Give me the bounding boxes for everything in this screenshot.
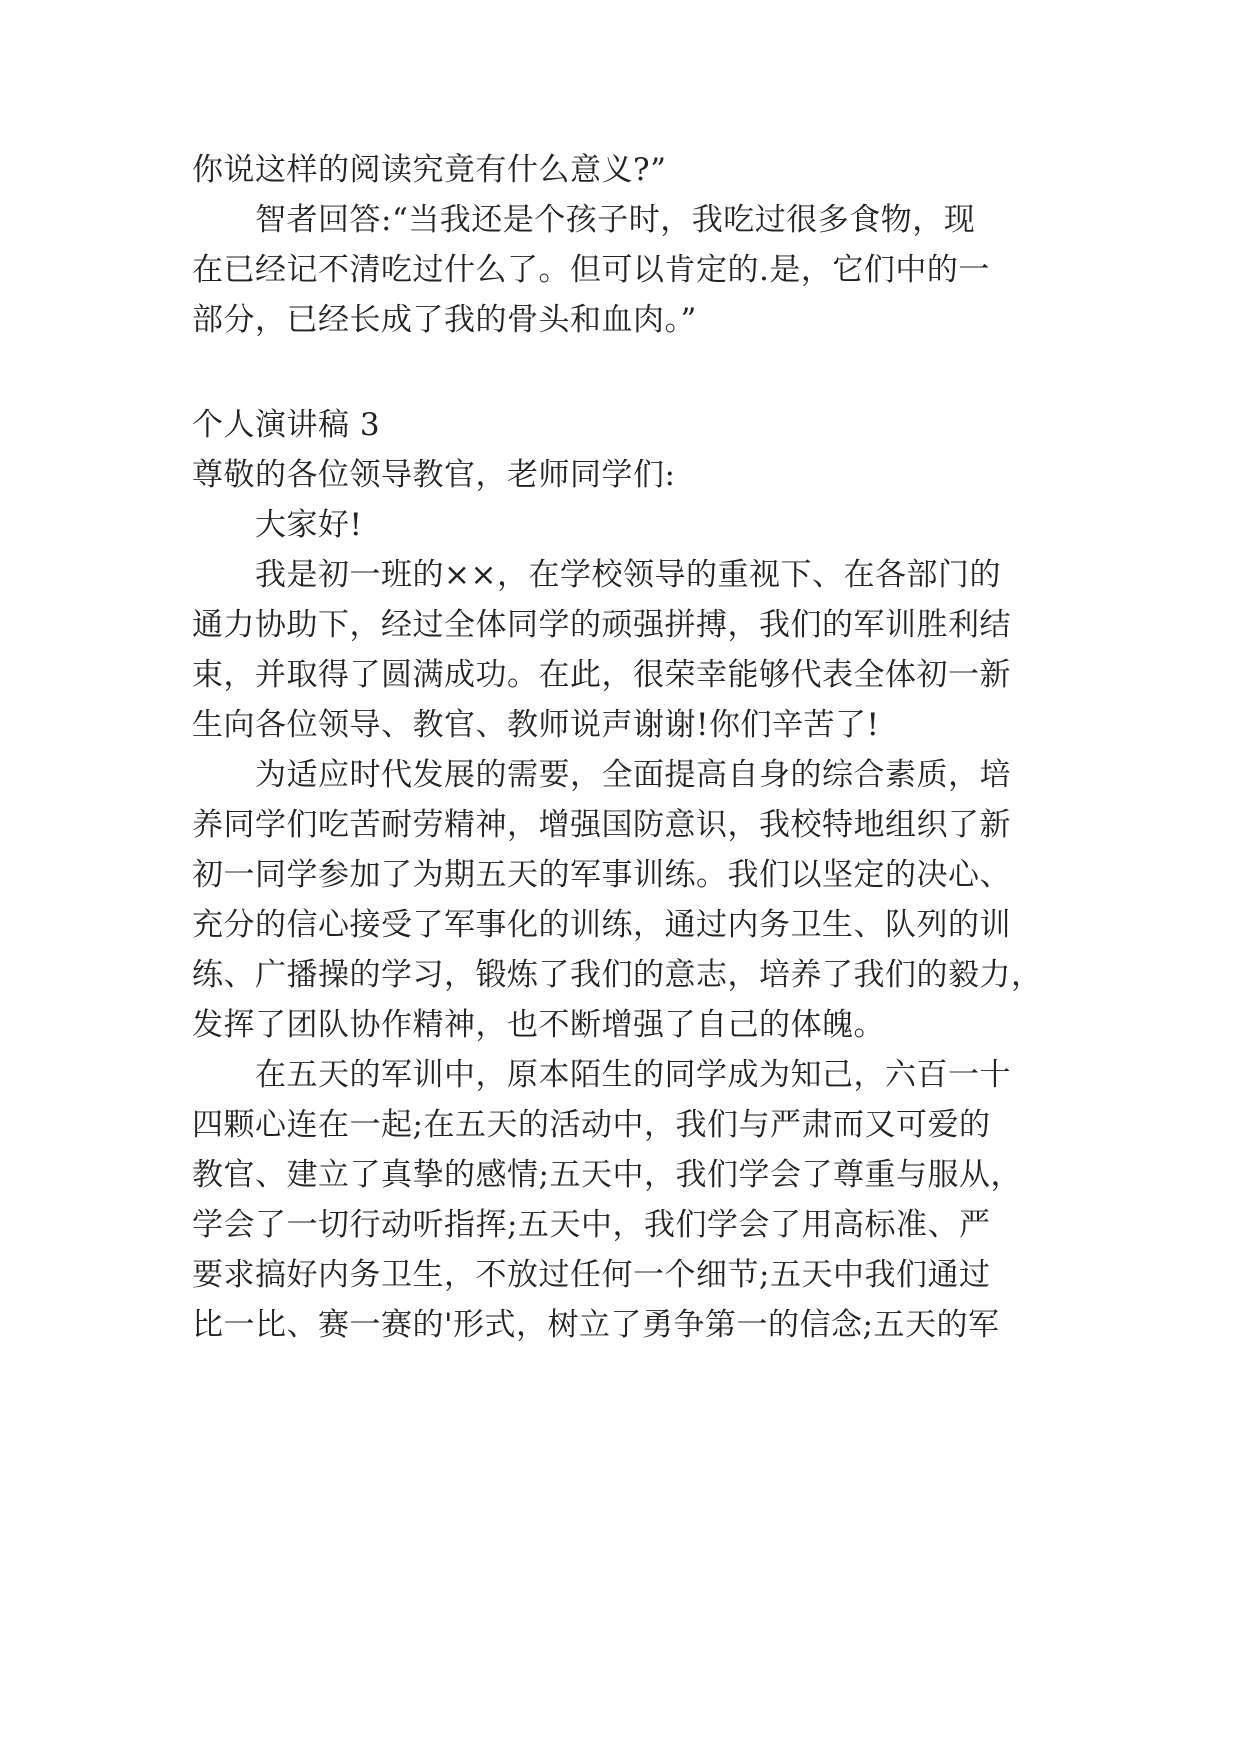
section-title: 个人演讲稿 3 xyxy=(192,407,381,443)
text-line: 你说这样的阅读究竟有什么意义?” xyxy=(192,152,667,188)
text-line: 养同学们吃苦耐劳精神，增强国防意识，我校特地组织了新 xyxy=(192,807,1011,843)
paragraph-first-line: 在五天的军训中，原本陌生的同学成为知己，六百一十 xyxy=(255,1057,1011,1093)
text-line: 四颗心连在一起;在五天的活动中，我们与严肃而又可爱的 xyxy=(192,1107,991,1143)
salutation: 尊敬的各位领导教官，老师同学们: xyxy=(192,457,676,493)
text-line: 要求搞好内务卫生，不放过任何一个细节;五天中我们通过 xyxy=(192,1257,991,1293)
paragraph-first-line: 智者回答:“当我还是个孩子时，我吃过很多食物，现 xyxy=(255,202,976,238)
text-line: 部分，已经长成了我的骨头和血肉。” xyxy=(192,302,697,338)
text-line: 发挥了团队协作精神，也不断增强了自己的体魄。 xyxy=(192,1007,885,1043)
text-line: 练、广播操的学习，锻炼了我们的意志，培养了我们的毅力， xyxy=(192,957,1043,993)
text-line: 在已经记不清吃过什么了。但可以肯定的.是，它们中的一 xyxy=(192,252,990,288)
text-line: 学会了一切行动听指挥;五天中，我们学会了用高标准、严 xyxy=(192,1207,991,1243)
paragraph-first-line: 为适应时代发展的需要，全面提高自身的综合素质，培 xyxy=(255,757,1011,793)
text-line: 初一同学参加了为期五天的军事训练。我们以坚定的决心、 xyxy=(192,857,1011,893)
paragraph-first-line: 我是初一班的××，在学校领导的重视下、在各部门的 xyxy=(255,557,1001,593)
greeting: 大家好! xyxy=(255,507,363,543)
text-line: 生向各位领导、教官、教师说声谢谢!你们辛苦了! xyxy=(192,707,880,743)
text-line: 通力协助下，经过全体同学的顽强拼搏，我们的军训胜利结 xyxy=(192,607,1011,643)
text-line: 束，并取得了圆满成功。在此，很荣幸能够代表全体初一新 xyxy=(192,657,1011,693)
text-line: 比一比、赛一赛的'形式，树立了勇争第一的信念;五天的军 xyxy=(192,1307,1000,1343)
text-line: 充分的信心接受了军事化的训练，通过内务卫生、队列的训 xyxy=(192,907,1011,943)
text-line: 教官、建立了真挚的感情;五天中，我们学会了尊重与服从， xyxy=(192,1157,1022,1193)
